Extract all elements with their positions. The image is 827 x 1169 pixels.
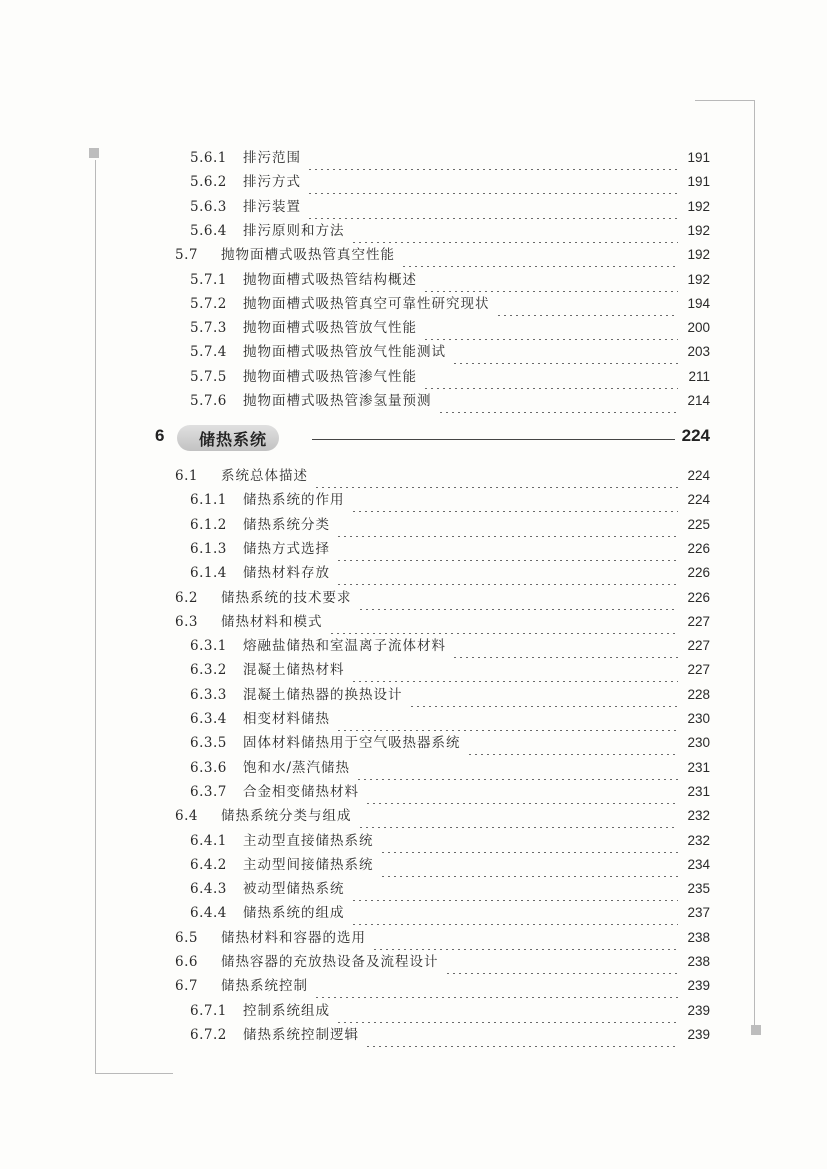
toc-entry[interactable] xyxy=(190,219,710,243)
toc-entry-number: 5.7.1 xyxy=(190,271,227,288)
toc-entry-title: 混凝土储热材料 xyxy=(243,662,345,679)
toc-entry[interactable] xyxy=(190,756,710,780)
toc-entry-page: 232 xyxy=(687,832,710,848)
dot-leader xyxy=(314,464,678,488)
dot-leader xyxy=(445,950,679,974)
toc-entry-number: 6.5 xyxy=(175,929,198,946)
toc-entry-title: 饱和水/蒸汽储热 xyxy=(243,759,351,776)
toc-entry[interactable] xyxy=(190,999,710,1023)
toc-entry-page: 194 xyxy=(687,295,710,311)
dot-leader xyxy=(351,901,679,925)
toc-entry-title: 排污装置 xyxy=(243,198,301,215)
toc-entry-number: 6.3 xyxy=(175,613,198,630)
toc-entry-page: 238 xyxy=(687,954,710,969)
toc-entry-title: 混凝土储热器的换热设计 xyxy=(243,686,403,703)
dot-leader xyxy=(358,804,679,828)
toc-entry-title: 抛物面槽式吸热管真空可靠性研究现状 xyxy=(243,295,490,312)
toc-entry-page: 211 xyxy=(688,368,710,384)
dot-leader xyxy=(365,1023,678,1047)
toc-entry-number: 5.6.4 xyxy=(190,222,227,239)
toc-entry-page: 226 xyxy=(687,565,710,581)
toc-entry-title: 系统总体描述 xyxy=(221,468,308,484)
dot-leader xyxy=(307,195,678,219)
toc-entry-title: 抛物面槽式吸热管结构概述 xyxy=(243,271,417,288)
toc-entry[interactable] xyxy=(190,195,710,219)
toc-entry-number: 6.4.4 xyxy=(190,905,227,922)
toc-entry-number: 6.4 xyxy=(175,808,198,825)
toc-entry-number: 6.4.1 xyxy=(190,832,227,849)
toc-entry[interactable] xyxy=(190,683,710,707)
toc-entry[interactable] xyxy=(190,731,710,755)
dot-leader xyxy=(307,146,678,170)
toc-entry[interactable] xyxy=(190,146,710,170)
toc-entry-title: 抛物面槽式吸热管渗气性能 xyxy=(243,368,417,385)
toc-entry-title: 储热方式选择 xyxy=(243,540,330,557)
toc-entry-number: 6.1.3 xyxy=(190,540,227,557)
toc-entry-number: 5.7.3 xyxy=(190,320,227,337)
dot-leader xyxy=(438,389,679,413)
toc-entry[interactable] xyxy=(190,877,710,901)
toc-entry[interactable] xyxy=(190,513,710,537)
dot-leader xyxy=(329,610,679,634)
toc-entry-page: 191 xyxy=(687,174,710,190)
toc-entry-title: 储热材料存放 xyxy=(243,565,330,582)
toc-entry[interactable] xyxy=(190,780,710,804)
toc-entry-page: 192 xyxy=(687,247,710,263)
toc-entry-page: 235 xyxy=(687,881,710,897)
toc-entry-title: 控制系统组成 xyxy=(243,1002,330,1019)
dot-leader xyxy=(336,999,678,1023)
toc-entry-page: 232 xyxy=(687,808,710,824)
toc-entry-page: 239 xyxy=(687,978,710,994)
toc-entry-page: 227 xyxy=(687,613,710,629)
toc-entry-title: 主动型间接储热系统 xyxy=(243,856,374,873)
dot-leader xyxy=(336,513,678,537)
toc-entry-page: 192 xyxy=(687,198,710,214)
toc-entry-title: 相变材料储热 xyxy=(243,711,330,727)
dot-leader xyxy=(423,268,678,292)
toc-entry[interactable] xyxy=(190,268,710,292)
toc-entry-title: 储热系统控制 xyxy=(221,978,308,995)
toc-entry-page: 192 xyxy=(687,271,710,287)
dot-leader xyxy=(336,561,678,585)
toc-entry-number: 6.7.1 xyxy=(190,1002,227,1019)
dot-leader xyxy=(467,731,679,755)
toc-entry[interactable] xyxy=(190,707,710,731)
toc-entry[interactable] xyxy=(190,901,710,925)
dot-leader xyxy=(409,683,679,707)
toc-entry-title: 抛物面槽式吸热管放气性能测试 xyxy=(243,344,446,361)
toc-entry-page: 237 xyxy=(687,905,710,921)
dot-leader xyxy=(358,586,679,610)
chapter-page: 224 xyxy=(681,426,710,445)
toc-entry[interactable] xyxy=(190,658,710,682)
toc-entry-title: 抛物面槽式吸热管放气性能 xyxy=(243,320,417,337)
toc-entry[interactable] xyxy=(190,537,710,561)
chapter-heading[interactable] xyxy=(155,424,710,454)
toc-entry-number: 6.1.4 xyxy=(190,565,227,582)
toc-entry-page: 224 xyxy=(687,492,710,508)
toc-entry-page: 200 xyxy=(687,320,710,336)
toc-entry-page: 192 xyxy=(687,222,710,238)
toc-entry-page: 227 xyxy=(687,638,710,654)
toc-entry-title: 排污原则和方法 xyxy=(243,222,345,239)
toc-entry[interactable] xyxy=(190,488,710,512)
toc-entry[interactable] xyxy=(175,243,710,267)
toc-entry-number: 6.7.2 xyxy=(190,1026,227,1043)
toc-entry-number: 5.6.2 xyxy=(190,174,227,191)
toc-entry-page: 226 xyxy=(687,589,710,605)
dot-leader xyxy=(356,756,678,780)
toc-entry-title: 储热系统的作用 xyxy=(243,492,345,509)
toc-entry-number: 6.3.3 xyxy=(190,686,227,703)
toc-entry-number: 5.7.4 xyxy=(190,344,227,361)
chapter-title: 储热系统 xyxy=(199,430,268,449)
dot-leader xyxy=(351,219,679,243)
toc-entry-title: 排污范围 xyxy=(243,150,301,166)
toc-entry[interactable] xyxy=(190,316,710,340)
dot-leader xyxy=(401,243,678,267)
toc-entry[interactable] xyxy=(190,389,710,413)
toc-entry-number: 6.3.7 xyxy=(190,783,227,800)
toc-entry-page: 230 xyxy=(687,735,710,751)
toc-entry[interactable] xyxy=(190,829,710,853)
dot-leader xyxy=(496,292,679,316)
chapter-rule xyxy=(312,439,675,440)
toc-entry[interactable] xyxy=(175,464,710,488)
dot-leader xyxy=(372,926,678,950)
dot-leader xyxy=(314,974,678,998)
toc-entry[interactable] xyxy=(190,634,710,658)
toc-entry-title: 熔融盐储热和室温离子流体材料 xyxy=(243,638,446,655)
toc-entry-number: 5.6.1 xyxy=(190,150,227,166)
toc-entry-page: 191 xyxy=(687,150,710,165)
toc-entry-page: 238 xyxy=(687,929,710,945)
toc-entry-page: 226 xyxy=(687,540,710,556)
toc-entry[interactable] xyxy=(175,804,710,828)
dot-leader xyxy=(336,537,678,561)
dot-leader xyxy=(351,877,679,901)
dot-leader xyxy=(336,707,678,731)
toc-entry-page: 227 xyxy=(687,662,710,678)
toc-entry-number: 5.7 xyxy=(175,247,198,264)
toc-entry-title: 储热系统分类与组成 xyxy=(221,808,352,825)
toc-entry-page: 230 xyxy=(687,711,710,726)
toc-entry-number: 6.3.5 xyxy=(190,735,227,752)
toc-entry-title: 储热系统分类 xyxy=(243,516,330,533)
toc-entry-number: 6.3.6 xyxy=(190,759,227,776)
toc-entry-number: 5.7.6 xyxy=(190,393,227,409)
toc-entry[interactable] xyxy=(190,853,710,877)
toc-entry[interactable] xyxy=(190,340,710,364)
dot-leader xyxy=(307,170,678,194)
toc-entry-number: 6.2 xyxy=(175,589,198,606)
toc-entry-title: 合金相变储热材料 xyxy=(243,783,359,800)
dot-leader xyxy=(351,488,679,512)
toc-entry-page: 231 xyxy=(687,783,710,799)
toc-entry-number: 6.1 xyxy=(175,468,198,484)
toc-entry-title: 主动型直接储热系统 xyxy=(243,832,374,849)
toc-entry[interactable] xyxy=(190,1023,710,1047)
dot-leader xyxy=(351,658,679,682)
dot-leader xyxy=(423,316,678,340)
toc-entry-number: 6.4.3 xyxy=(190,881,227,898)
toc-entry-title: 储热系统的组成 xyxy=(243,905,345,922)
toc-entry-page: 225 xyxy=(687,516,710,532)
toc-entry-title: 储热材料和模式 xyxy=(221,613,323,630)
toc-entry-page: 231 xyxy=(687,759,710,775)
toc-entry-number: 6.1.1 xyxy=(190,492,227,509)
dot-leader xyxy=(380,853,679,877)
toc-entry[interactable] xyxy=(190,365,710,389)
toc-entry-title: 排污方式 xyxy=(243,174,301,191)
toc-entry-number: 5.6.3 xyxy=(190,198,227,215)
toc-entry-number: 5.7.5 xyxy=(190,368,227,385)
toc-entry-number: 6.4.2 xyxy=(190,856,227,873)
toc-entry[interactable] xyxy=(190,170,710,194)
toc-entry-page: 239 xyxy=(687,1002,710,1018)
toc-entry-title: 储热容器的充放热设备及流程设计 xyxy=(221,954,439,970)
toc-entry-number: 6.3.4 xyxy=(190,711,227,727)
toc-entry[interactable] xyxy=(175,950,710,974)
toc-entry-title: 储热材料和容器的选用 xyxy=(221,929,366,946)
toc-entry[interactable] xyxy=(190,561,710,585)
toc-entry-title: 抛物面槽式吸热管真空性能 xyxy=(221,247,395,264)
toc-entry-page: 239 xyxy=(687,1026,710,1042)
toc-entry[interactable] xyxy=(175,610,710,634)
dot-leader xyxy=(380,829,679,853)
toc-entry-title: 储热系统的技术要求 xyxy=(221,589,352,606)
toc-entry-number: 5.7.2 xyxy=(190,295,227,312)
toc-entry[interactable] xyxy=(175,586,710,610)
dot-leader xyxy=(452,634,678,658)
toc-entry-title: 固体材料储热用于空气吸热器系统 xyxy=(243,735,461,752)
chapter-number: 6 xyxy=(155,426,165,445)
toc-entry-page: 234 xyxy=(687,856,710,872)
toc-entry[interactable] xyxy=(190,292,710,316)
dot-leader xyxy=(452,340,678,364)
toc-entry[interactable] xyxy=(175,926,710,950)
toc-entry-number: 6.1.2 xyxy=(190,516,227,533)
toc-entry-title: 被动型储热系统 xyxy=(243,881,345,898)
toc-entry-page: 228 xyxy=(687,686,710,702)
dot-leader xyxy=(365,780,678,804)
dot-leader xyxy=(423,365,678,389)
toc-entry-page: 214 xyxy=(687,393,710,408)
toc-entry-page: 224 xyxy=(687,468,710,483)
toc-entry-number: 6.3.2 xyxy=(190,662,227,679)
toc-entry-number: 6.7 xyxy=(175,978,198,995)
toc-entry-number: 6.3.1 xyxy=(190,638,227,655)
toc-entry-title: 储热系统控制逻辑 xyxy=(243,1026,359,1043)
toc-entry[interactable] xyxy=(175,974,710,998)
toc-entry-number: 6.6 xyxy=(175,954,198,970)
toc-entry-page: 203 xyxy=(687,344,710,360)
toc-entry-title: 抛物面槽式吸热管渗氢量预测 xyxy=(243,393,432,409)
